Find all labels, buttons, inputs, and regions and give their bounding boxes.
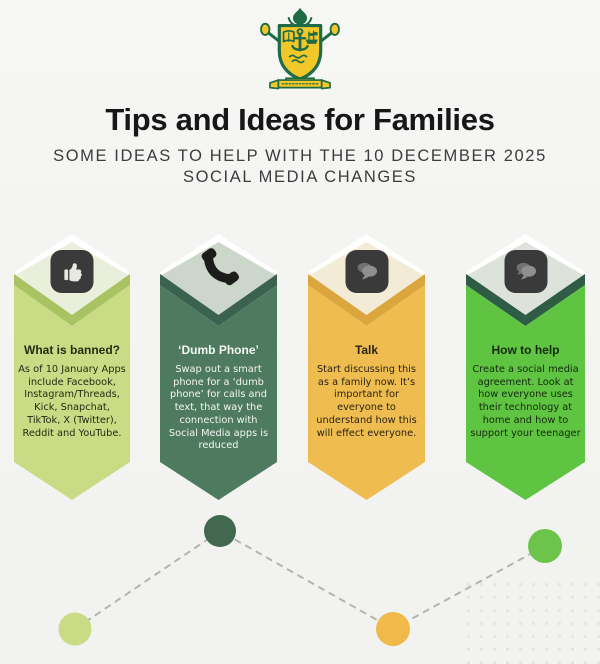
card-content — [470, 343, 581, 440]
page-title: Tips and Ideas for Families — [105, 102, 495, 137]
thumbs-up-icon — [57, 257, 87, 287]
card-talk — [308, 234, 425, 506]
phone-icon — [198, 247, 240, 289]
card-title: Talk — [354, 343, 379, 357]
speech-bubbles-icon — [510, 256, 541, 287]
page-subtitle — [0, 146, 600, 188]
timeline-dot-3 — [376, 612, 410, 646]
timeline-dot-4 — [528, 529, 562, 563]
card-body-text: Start discussing this as a family now. It’s important for everyone to understand how this will effect everyone. — [316, 364, 417, 439]
card-what-is-banned — [14, 234, 130, 506]
timeline-dot-2 — [204, 515, 236, 547]
card-content — [164, 343, 273, 453]
card-title: How to help — [491, 343, 560, 357]
subtitle-line-1: SOME IDEAS TO HELP WITH THE 10 DECEMBER 2025 — [53, 147, 547, 165]
card-content — [18, 343, 126, 440]
card-content — [312, 343, 421, 440]
speech-bubble-icon — [351, 256, 382, 287]
school-crest-logo — [253, 6, 347, 94]
icon-tile — [196, 245, 242, 291]
card-body-text: As of 10 January Apps include Facebook, Instagram/Threads, Kick, Snapchat, TikTok, X (Twitter), Reddit and YouTube. — [18, 364, 126, 439]
icon-tile — [51, 250, 94, 293]
icon-tile — [345, 250, 388, 293]
card-title: ‘Dumb Phone’ — [178, 343, 259, 357]
decorative-dot-pattern — [462, 578, 600, 664]
card-how-to-help — [466, 234, 585, 506]
icon-tile — [504, 250, 547, 293]
timeline-dot-1 — [59, 613, 92, 646]
card-title: What is banned? — [24, 343, 120, 357]
subtitle-line-2: SOCIAL MEDIA CHANGES — [182, 168, 418, 187]
card-dumb-phone — [160, 234, 277, 506]
card-body-text: Swap out a smart phone for a ‘dumb phone’ for calls and text, that way the connection with Social Media apps is reduced — [168, 364, 269, 452]
card-body-text: Create a social media agreement. Look at how everyone uses their technology at home and how to support your teenager — [470, 364, 581, 439]
